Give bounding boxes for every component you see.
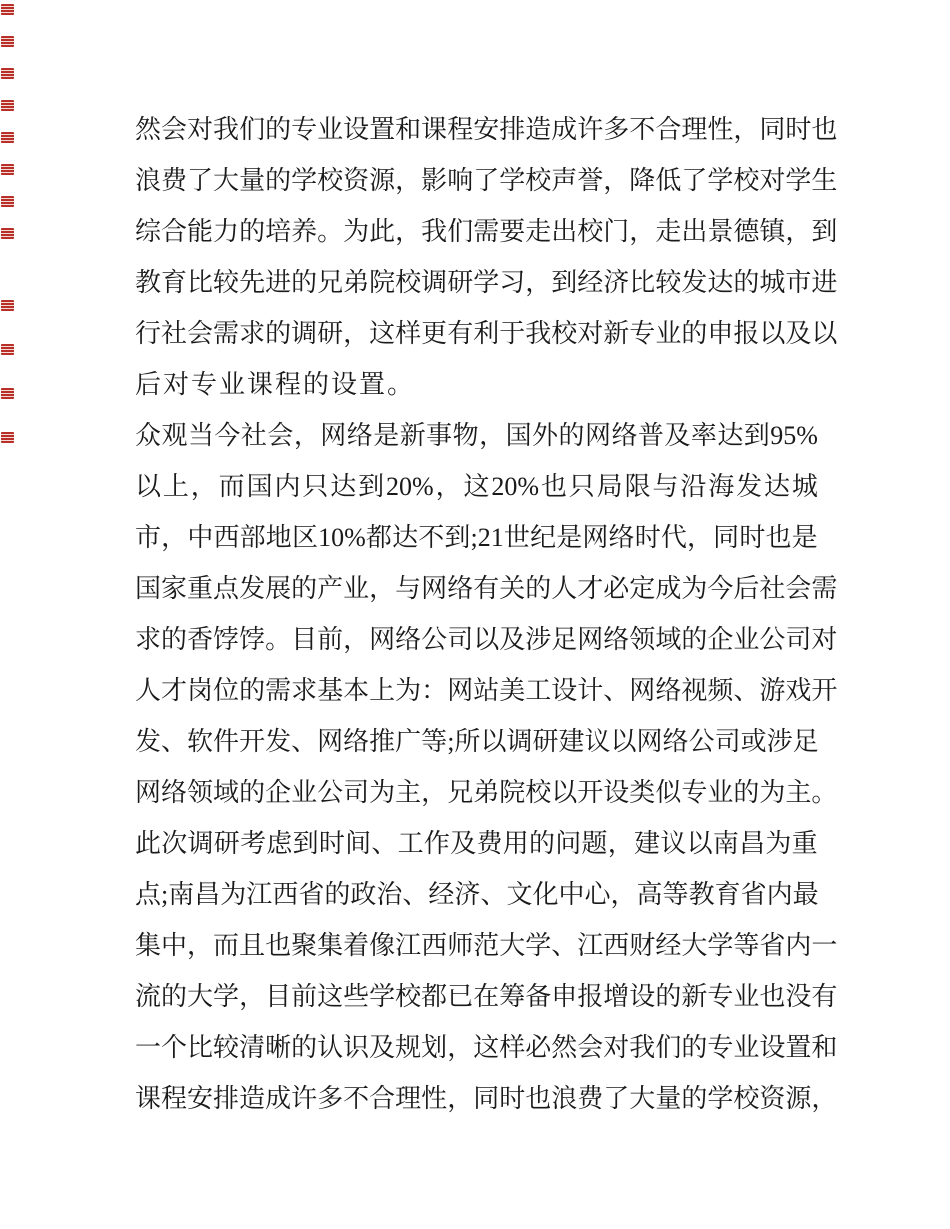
watermark-mark [1,100,14,111]
watermark-column [0,0,18,1229]
text-line: 综 合 能 力 的 培 养 。 为 此 ， 我 们 需 要 走 出 校 门 ， 走 出 景 德 镇 ， 到 [135,217,838,246]
text-line: 网 络 领 域 的 企 业 公 司 为 主 ， 兄 弟 院 校 以 开 设 类 似 专 业 的 为 主 。 [135,778,838,807]
watermark-mark [1,388,14,399]
watermark-mark [1,132,14,143]
watermark-mark [1,36,14,47]
watermark-mark [1,4,14,15]
text-line: 众 观 当 今 社 会 ， 网 络 是 新 事 物 ， 国 外 的 网 络 普 及 率 达 到 95% [135,421,818,450]
watermark-mark [1,300,14,311]
text-line: 求 的 香 饽 饽 。 目 前 ， 网 络 公 司 以 及 涉 足 网 络 领 域 的 企 业 公 司 对 [135,625,838,654]
text-line: 集 中 ， 而 且 也 聚 集 着 像 江 西 师 范 大 学 、 江 西 财 经 大 学 等 省 内 一 [135,931,838,960]
watermark-mark [1,164,14,175]
text-line: 点 ; 南 昌 为 江 西 省 的 政 治 、 经 济 、 文 化 中 心 ， 高 等 教 育 省 内 最 [135,880,819,909]
watermark-mark [1,344,14,355]
watermark-mark [1,68,14,79]
text-line: 国 家 重 点 发 展 的 产 业 ， 与 网 络 有 关 的 人 才 必 定 成 为 今 后 社 会 需 [135,574,838,603]
text-line: 此 次 调 研 考 虑 到 时 间 、 工 作 及 费 用 的 问 题 ， 建 议 以 南 昌 为 重 [135,829,818,858]
watermark-mark [1,228,14,239]
text-line: 浪 费 了 大 量 的 学 校 资 源 ， 影 响 了 学 校 声 誉 ， 降 低 了 学 校 对 学 生 [135,166,838,195]
text-line: 后对专业课程的设置。 [135,370,416,399]
text-line: 一 个 比 较 清 晰 的 认 识 及 规 划 ， 这 样 必 然 会 对 我 们 的 专 业 设 置 和 [135,1033,838,1062]
text-line: 课 程 安 排 造 成 许 多 不 合 理 性 ， 同 时 也 浪 费 了 大 量 的 学 校 资 源 ， [135,1084,838,1113]
text-line: 发 、 软 件 开 发 、 网 络 推 广 等 ; 所 以 调 研 建 议 以 网 络 公 司 或 涉 足 [135,727,819,756]
text-line: 然 会 对 我 们 的 专 业 设 置 和 课 程 安 排 造 成 许 多 不 合 理 性 ， 同 时 也 [135,115,838,144]
text-line: 流 的 大 学 ， 目 前 这 些 学 校 都 已 在 筹 备 申 报 增 设 的 新 专 业 也 没 有 [135,982,838,1011]
text-line: 市 ， 中 西 部 地 区 10% 都 达 不 到 ;21 世 纪 是 网 络 时 代 ， 同 时 也 是 [135,523,818,552]
text-line: 教 育 比 较 先 进 的 兄 弟 院 校 调 研 学 习 ， 到 经 济 比 较 发 达 的 城 市 进 [135,268,838,297]
text-line: 人 才 岗 位 的 需 求 基 本 上 为 ： 网 站 美 工 设 计 、 网 络 视 频 、 游 戏 开 [135,676,838,705]
watermark-mark [1,196,14,207]
text-line: 以 上 ， 而 国 内 只 达 到 20% ， 这 20% 也 只 局 限 与 沿 海 发 达 城 [135,472,818,501]
watermark-mark [1,432,14,443]
text-line: 行 社 会 需 求 的 调 研 ， 这 样 更 有 利 于 我 校 对 新 专 业 的 申 报 以 及 以 [135,319,838,348]
document-text-block [135,104,838,1124]
